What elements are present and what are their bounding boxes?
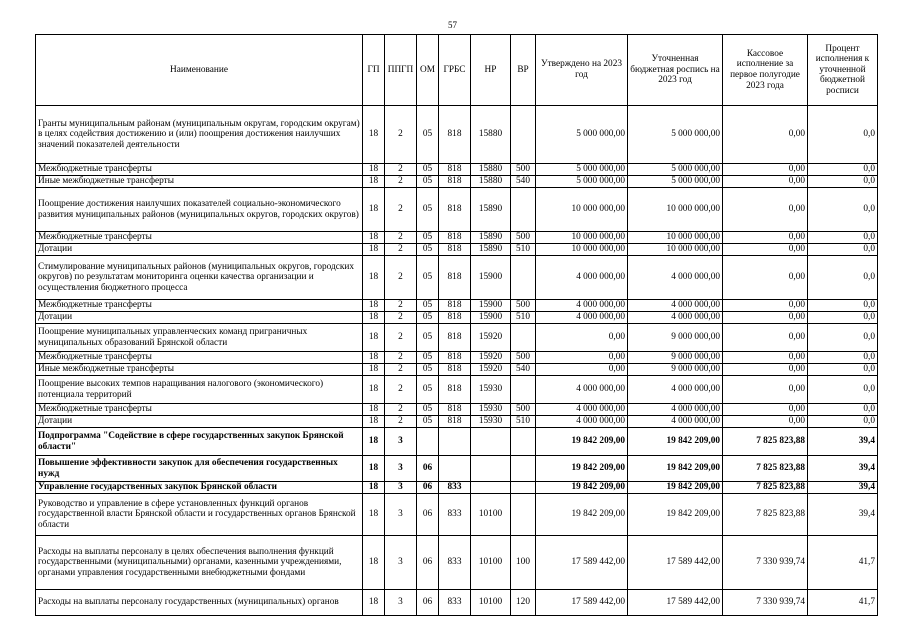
cell-refined: 5 000 000,00 <box>628 164 723 176</box>
cell-percent: 0,0 <box>808 188 878 232</box>
cell-vr <box>511 428 536 456</box>
cell-refined: 19 842 209,00 <box>628 494 723 536</box>
cell-name: Гранты муниципальным районам (муниципальным округам, городским округам) в целях содействия достижению и (или) поощрения достижения наилучших значений показателей деятельности <box>36 106 363 164</box>
cell-percent: 0,0 <box>808 376 878 404</box>
cell-np: 15880 <box>471 164 511 176</box>
cell-refined: 9 000 000,00 <box>628 364 723 376</box>
col-header-om: ОМ <box>417 35 439 106</box>
cell-grbs: 818 <box>439 376 471 404</box>
cell-vr: 510 <box>511 312 536 324</box>
cell-percent: 39,4 <box>808 482 878 494</box>
cell-percent: 0,0 <box>808 312 878 324</box>
cell-gp: 18 <box>363 482 385 494</box>
cell-percent: 39,4 <box>808 428 878 456</box>
col-header-percent: Процент исполнения к уточненной бюджетной росписи <box>808 35 878 106</box>
cell-grbs: 833 <box>439 482 471 494</box>
cell-vr: 500 <box>511 164 536 176</box>
cell-grbs: 833 <box>439 494 471 536</box>
cell-grbs <box>439 428 471 456</box>
cell-gp: 18 <box>363 176 385 188</box>
table-row <box>36 188 878 232</box>
table-row <box>36 352 878 364</box>
cell-approved: 5 000 000,00 <box>536 164 628 176</box>
cell-vr: 120 <box>511 590 536 616</box>
table-row <box>36 324 878 352</box>
cell-refined: 5 000 000,00 <box>628 106 723 164</box>
cell-np: 15900 <box>471 256 511 300</box>
cell-refined: 4 000 000,00 <box>628 404 723 416</box>
cell-ppgp: 2 <box>385 188 417 232</box>
col-header-refined: Уточненная бюджетная роспись на 2023 год <box>628 35 723 106</box>
cell-approved: 4 000 000,00 <box>536 376 628 404</box>
cell-grbs: 818 <box>439 232 471 244</box>
cell-percent: 0,0 <box>808 364 878 376</box>
cell-name: Управление государственных закупок Брянской области <box>36 482 363 494</box>
cell-om: 05 <box>417 176 439 188</box>
cell-percent: 39,4 <box>808 494 878 536</box>
cell-cash: 0,00 <box>723 232 808 244</box>
table-row <box>36 376 878 404</box>
cell-percent: 0,0 <box>808 164 878 176</box>
cell-om: 05 <box>417 106 439 164</box>
cell-refined: 19 842 209,00 <box>628 482 723 494</box>
cell-name: Подпрограмма "Содействие в сфере государственных закупок Брянской области" <box>36 428 363 456</box>
cell-percent: 0,0 <box>808 106 878 164</box>
cell-grbs: 818 <box>439 416 471 428</box>
cell-grbs: 833 <box>439 590 471 616</box>
cell-vr <box>511 324 536 352</box>
col-header-grbs: ГРБС <box>439 35 471 106</box>
cell-cash: 0,00 <box>723 106 808 164</box>
cell-approved: 17 589 442,00 <box>536 536 628 590</box>
cell-gp: 18 <box>363 536 385 590</box>
cell-approved: 4 000 000,00 <box>536 416 628 428</box>
cell-vr: 100 <box>511 536 536 590</box>
table-row <box>36 312 878 324</box>
cell-approved: 0,00 <box>536 364 628 376</box>
cell-vr <box>511 376 536 404</box>
cell-approved: 19 842 209,00 <box>536 456 628 482</box>
cell-ppgp: 2 <box>385 232 417 244</box>
col-header-name: Наименование <box>36 35 363 106</box>
cell-name: Межбюджетные трансферты <box>36 300 363 312</box>
cell-np: 15920 <box>471 352 511 364</box>
cell-name: Межбюджетные трансферты <box>36 232 363 244</box>
cell-name: Дотации <box>36 416 363 428</box>
cell-om: 05 <box>417 256 439 300</box>
table-row <box>36 494 878 536</box>
cell-refined: 9 000 000,00 <box>628 352 723 364</box>
table-row <box>36 428 878 456</box>
table-row <box>36 164 878 176</box>
cell-refined: 4 000 000,00 <box>628 256 723 300</box>
cell-cash: 0,00 <box>723 164 808 176</box>
budget-table <box>35 34 878 616</box>
cell-grbs: 818 <box>439 164 471 176</box>
cell-cash: 0,00 <box>723 416 808 428</box>
cell-gp: 18 <box>363 352 385 364</box>
cell-np: 15880 <box>471 106 511 164</box>
cell-ppgp: 2 <box>385 364 417 376</box>
cell-vr <box>511 106 536 164</box>
cell-np: 15900 <box>471 312 511 324</box>
cell-vr: 540 <box>511 176 536 188</box>
cell-percent: 0,0 <box>808 324 878 352</box>
cell-ppgp: 2 <box>385 106 417 164</box>
cell-np: 15920 <box>471 364 511 376</box>
cell-cash: 7 330 939,74 <box>723 536 808 590</box>
cell-refined: 10 000 000,00 <box>628 232 723 244</box>
table-row <box>36 590 878 616</box>
cell-np: 15900 <box>471 300 511 312</box>
cell-vr: 500 <box>511 232 536 244</box>
cell-cash: 7 825 823,88 <box>723 494 808 536</box>
cell-approved: 10 000 000,00 <box>536 232 628 244</box>
cell-om: 05 <box>417 244 439 256</box>
cell-approved: 4 000 000,00 <box>536 404 628 416</box>
cell-cash: 0,00 <box>723 376 808 404</box>
col-header-approved: Утверждено на 2023 год <box>536 35 628 106</box>
cell-gp: 18 <box>363 364 385 376</box>
cell-name: Межбюджетные трансферты <box>36 352 363 364</box>
cell-ppgp: 3 <box>385 482 417 494</box>
cell-gp: 18 <box>363 376 385 404</box>
cell-np <box>471 482 511 494</box>
cell-refined: 19 842 209,00 <box>628 428 723 456</box>
cell-approved: 10 000 000,00 <box>536 188 628 232</box>
cell-name: Иные межбюджетные трансферты <box>36 364 363 376</box>
cell-om: 06 <box>417 482 439 494</box>
table-row <box>36 300 878 312</box>
cell-name: Межбюджетные трансферты <box>36 404 363 416</box>
table-row <box>36 404 878 416</box>
cell-percent: 41,7 <box>808 536 878 590</box>
cell-gp: 18 <box>363 256 385 300</box>
cell-refined: 10 000 000,00 <box>628 188 723 232</box>
cell-om: 05 <box>417 404 439 416</box>
cell-ppgp: 2 <box>385 324 417 352</box>
cell-ppgp: 2 <box>385 300 417 312</box>
cell-percent: 0,0 <box>808 256 878 300</box>
cell-np <box>471 428 511 456</box>
cell-cash: 0,00 <box>723 404 808 416</box>
cell-refined: 17 589 442,00 <box>628 536 723 590</box>
cell-np: 15890 <box>471 232 511 244</box>
cell-vr: 500 <box>511 404 536 416</box>
cell-om: 05 <box>417 232 439 244</box>
cell-np: 15890 <box>471 244 511 256</box>
cell-om: 06 <box>417 536 439 590</box>
cell-approved: 19 842 209,00 <box>536 494 628 536</box>
cell-grbs: 818 <box>439 188 471 232</box>
cell-vr: 510 <box>511 244 536 256</box>
cell-refined: 5 000 000,00 <box>628 176 723 188</box>
cell-np <box>471 456 511 482</box>
cell-np: 10100 <box>471 494 511 536</box>
col-header-np: НР <box>471 35 511 106</box>
cell-cash: 7 330 939,74 <box>723 590 808 616</box>
cell-refined: 4 000 000,00 <box>628 300 723 312</box>
cell-ppgp: 2 <box>385 312 417 324</box>
col-header-gp: ГП <box>363 35 385 106</box>
cell-approved: 19 842 209,00 <box>536 428 628 456</box>
cell-grbs: 818 <box>439 300 471 312</box>
cell-approved: 10 000 000,00 <box>536 244 628 256</box>
cell-name: Расходы на выплаты персоналу в целях обеспечения выполнения функций государственными (муниципальными) органами, казенными учреждениями, органами управления государственными внебюджетными фондами <box>36 536 363 590</box>
cell-approved: 4 000 000,00 <box>536 312 628 324</box>
cell-vr: 510 <box>511 416 536 428</box>
page-number: 57 <box>448 20 457 30</box>
cell-approved: 5 000 000,00 <box>536 176 628 188</box>
cell-grbs: 833 <box>439 536 471 590</box>
cell-approved: 5 000 000,00 <box>536 106 628 164</box>
cell-gp: 18 <box>363 324 385 352</box>
cell-name: Расходы на выплаты персоналу государственных (муниципальных) органов <box>36 590 363 616</box>
table-row <box>36 106 878 164</box>
cell-percent: 0,0 <box>808 404 878 416</box>
cell-gp: 18 <box>363 300 385 312</box>
col-header-cash: Кассовое исполнение за первое полугодие 2023 года <box>723 35 808 106</box>
cell-name: Поощрение достижения наилучших показателей социально-экономического развития муниципальных районов (муниципальных округов, городских округов) <box>36 188 363 232</box>
cell-vr <box>511 256 536 300</box>
cell-ppgp: 2 <box>385 404 417 416</box>
cell-grbs: 818 <box>439 324 471 352</box>
cell-vr <box>511 482 536 494</box>
cell-ppgp: 2 <box>385 164 417 176</box>
cell-percent: 0,0 <box>808 244 878 256</box>
cell-name: Поощрение муниципальных управленческих команд приграничных муниципальных образований Брянской области <box>36 324 363 352</box>
table-row <box>36 416 878 428</box>
cell-ppgp: 3 <box>385 494 417 536</box>
cell-om <box>417 428 439 456</box>
cell-np: 15920 <box>471 324 511 352</box>
cell-om: 05 <box>417 416 439 428</box>
cell-grbs: 818 <box>439 244 471 256</box>
cell-name: Повышение эффективности закупок для обеспечения государственных нужд <box>36 456 363 482</box>
cell-om: 05 <box>417 352 439 364</box>
cell-gp: 18 <box>363 106 385 164</box>
cell-refined: 17 589 442,00 <box>628 590 723 616</box>
cell-gp: 18 <box>363 244 385 256</box>
cell-cash: 7 825 823,88 <box>723 482 808 494</box>
cell-approved: 0,00 <box>536 324 628 352</box>
cell-grbs: 818 <box>439 404 471 416</box>
cell-grbs: 818 <box>439 352 471 364</box>
cell-ppgp: 3 <box>385 456 417 482</box>
cell-om: 05 <box>417 312 439 324</box>
cell-cash: 0,00 <box>723 364 808 376</box>
cell-ppgp: 2 <box>385 376 417 404</box>
col-header-ppgp: ППГП <box>385 35 417 106</box>
cell-name: Межбюджетные трансферты <box>36 164 363 176</box>
cell-om: 05 <box>417 300 439 312</box>
cell-approved: 4 000 000,00 <box>536 256 628 300</box>
cell-percent: 39,4 <box>808 456 878 482</box>
cell-ppgp: 2 <box>385 176 417 188</box>
table-row <box>36 244 878 256</box>
cell-refined: 10 000 000,00 <box>628 244 723 256</box>
cell-grbs: 818 <box>439 106 471 164</box>
cell-percent: 0,0 <box>808 300 878 312</box>
cell-refined: 19 842 209,00 <box>628 456 723 482</box>
cell-approved: 0,00 <box>536 352 628 364</box>
cell-om: 05 <box>417 324 439 352</box>
cell-name: Руководство и управление в сфере установленных функций органов государственной власти Брянской области и государственных органов Брянской области <box>36 494 363 536</box>
cell-vr: 500 <box>511 300 536 312</box>
table-row <box>36 256 878 300</box>
cell-vr <box>511 456 536 482</box>
col-header-vr: ВР <box>511 35 536 106</box>
cell-vr <box>511 188 536 232</box>
cell-om: 06 <box>417 590 439 616</box>
cell-gp: 18 <box>363 416 385 428</box>
cell-cash: 7 825 823,88 <box>723 428 808 456</box>
cell-gp: 18 <box>363 456 385 482</box>
cell-gp: 18 <box>363 494 385 536</box>
header-row <box>36 35 878 106</box>
cell-cash: 0,00 <box>723 312 808 324</box>
cell-cash: 0,00 <box>723 244 808 256</box>
cell-np: 15930 <box>471 416 511 428</box>
cell-gp: 18 <box>363 590 385 616</box>
cell-ppgp: 3 <box>385 428 417 456</box>
cell-gp: 18 <box>363 404 385 416</box>
cell-ppgp: 3 <box>385 536 417 590</box>
table-row <box>36 456 878 482</box>
cell-grbs: 818 <box>439 256 471 300</box>
cell-grbs: 818 <box>439 364 471 376</box>
cell-cash: 0,00 <box>723 324 808 352</box>
cell-np: 15880 <box>471 176 511 188</box>
cell-np: 15930 <box>471 404 511 416</box>
cell-grbs: 818 <box>439 312 471 324</box>
cell-gp: 18 <box>363 232 385 244</box>
cell-percent: 0,0 <box>808 232 878 244</box>
cell-refined: 4 000 000,00 <box>628 376 723 404</box>
cell-om: 05 <box>417 364 439 376</box>
cell-gp: 18 <box>363 312 385 324</box>
table-row <box>36 482 878 494</box>
cell-vr: 540 <box>511 364 536 376</box>
cell-vr: 500 <box>511 352 536 364</box>
cell-percent: 0,0 <box>808 176 878 188</box>
cell-approved: 19 842 209,00 <box>536 482 628 494</box>
cell-cash: 0,00 <box>723 300 808 312</box>
cell-cash: 0,00 <box>723 176 808 188</box>
cell-gp: 18 <box>363 164 385 176</box>
cell-name: Поощрение высоких темпов наращивания налогового (экономического) потенциала территорий <box>36 376 363 404</box>
cell-cash: 0,00 <box>723 352 808 364</box>
cell-np: 15930 <box>471 376 511 404</box>
cell-name: Дотации <box>36 312 363 324</box>
cell-gp: 18 <box>363 188 385 232</box>
cell-np: 10100 <box>471 590 511 616</box>
cell-refined: 9 000 000,00 <box>628 324 723 352</box>
cell-name: Иные межбюджетные трансферты <box>36 176 363 188</box>
cell-ppgp: 2 <box>385 352 417 364</box>
cell-grbs: 818 <box>439 176 471 188</box>
cell-om: 05 <box>417 376 439 404</box>
table-row <box>36 536 878 590</box>
cell-vr <box>511 494 536 536</box>
cell-ppgp: 2 <box>385 244 417 256</box>
cell-approved: 17 589 442,00 <box>536 590 628 616</box>
cell-om: 06 <box>417 494 439 536</box>
cell-np: 15890 <box>471 188 511 232</box>
cell-cash: 7 825 823,88 <box>723 456 808 482</box>
cell-ppgp: 3 <box>385 590 417 616</box>
table-row <box>36 176 878 188</box>
cell-cash: 0,00 <box>723 256 808 300</box>
table-row <box>36 364 878 376</box>
cell-om: 05 <box>417 188 439 232</box>
cell-om: 05 <box>417 164 439 176</box>
cell-approved: 4 000 000,00 <box>536 300 628 312</box>
cell-percent: 41,7 <box>808 590 878 616</box>
cell-name: Стимулирование муниципальных районов (муниципальных округов, городских округов) по результатам мониторинга оценки качества организации и осуществления бюджетного процесса <box>36 256 363 300</box>
table-row <box>36 232 878 244</box>
cell-np: 10100 <box>471 536 511 590</box>
cell-percent: 0,0 <box>808 416 878 428</box>
cell-ppgp: 2 <box>385 256 417 300</box>
cell-refined: 4 000 000,00 <box>628 416 723 428</box>
cell-om: 06 <box>417 456 439 482</box>
cell-refined: 4 000 000,00 <box>628 312 723 324</box>
cell-grbs <box>439 456 471 482</box>
cell-percent: 0,0 <box>808 352 878 364</box>
cell-cash: 0,00 <box>723 188 808 232</box>
cell-gp: 18 <box>363 428 385 456</box>
cell-name: Дотации <box>36 244 363 256</box>
cell-ppgp: 2 <box>385 416 417 428</box>
